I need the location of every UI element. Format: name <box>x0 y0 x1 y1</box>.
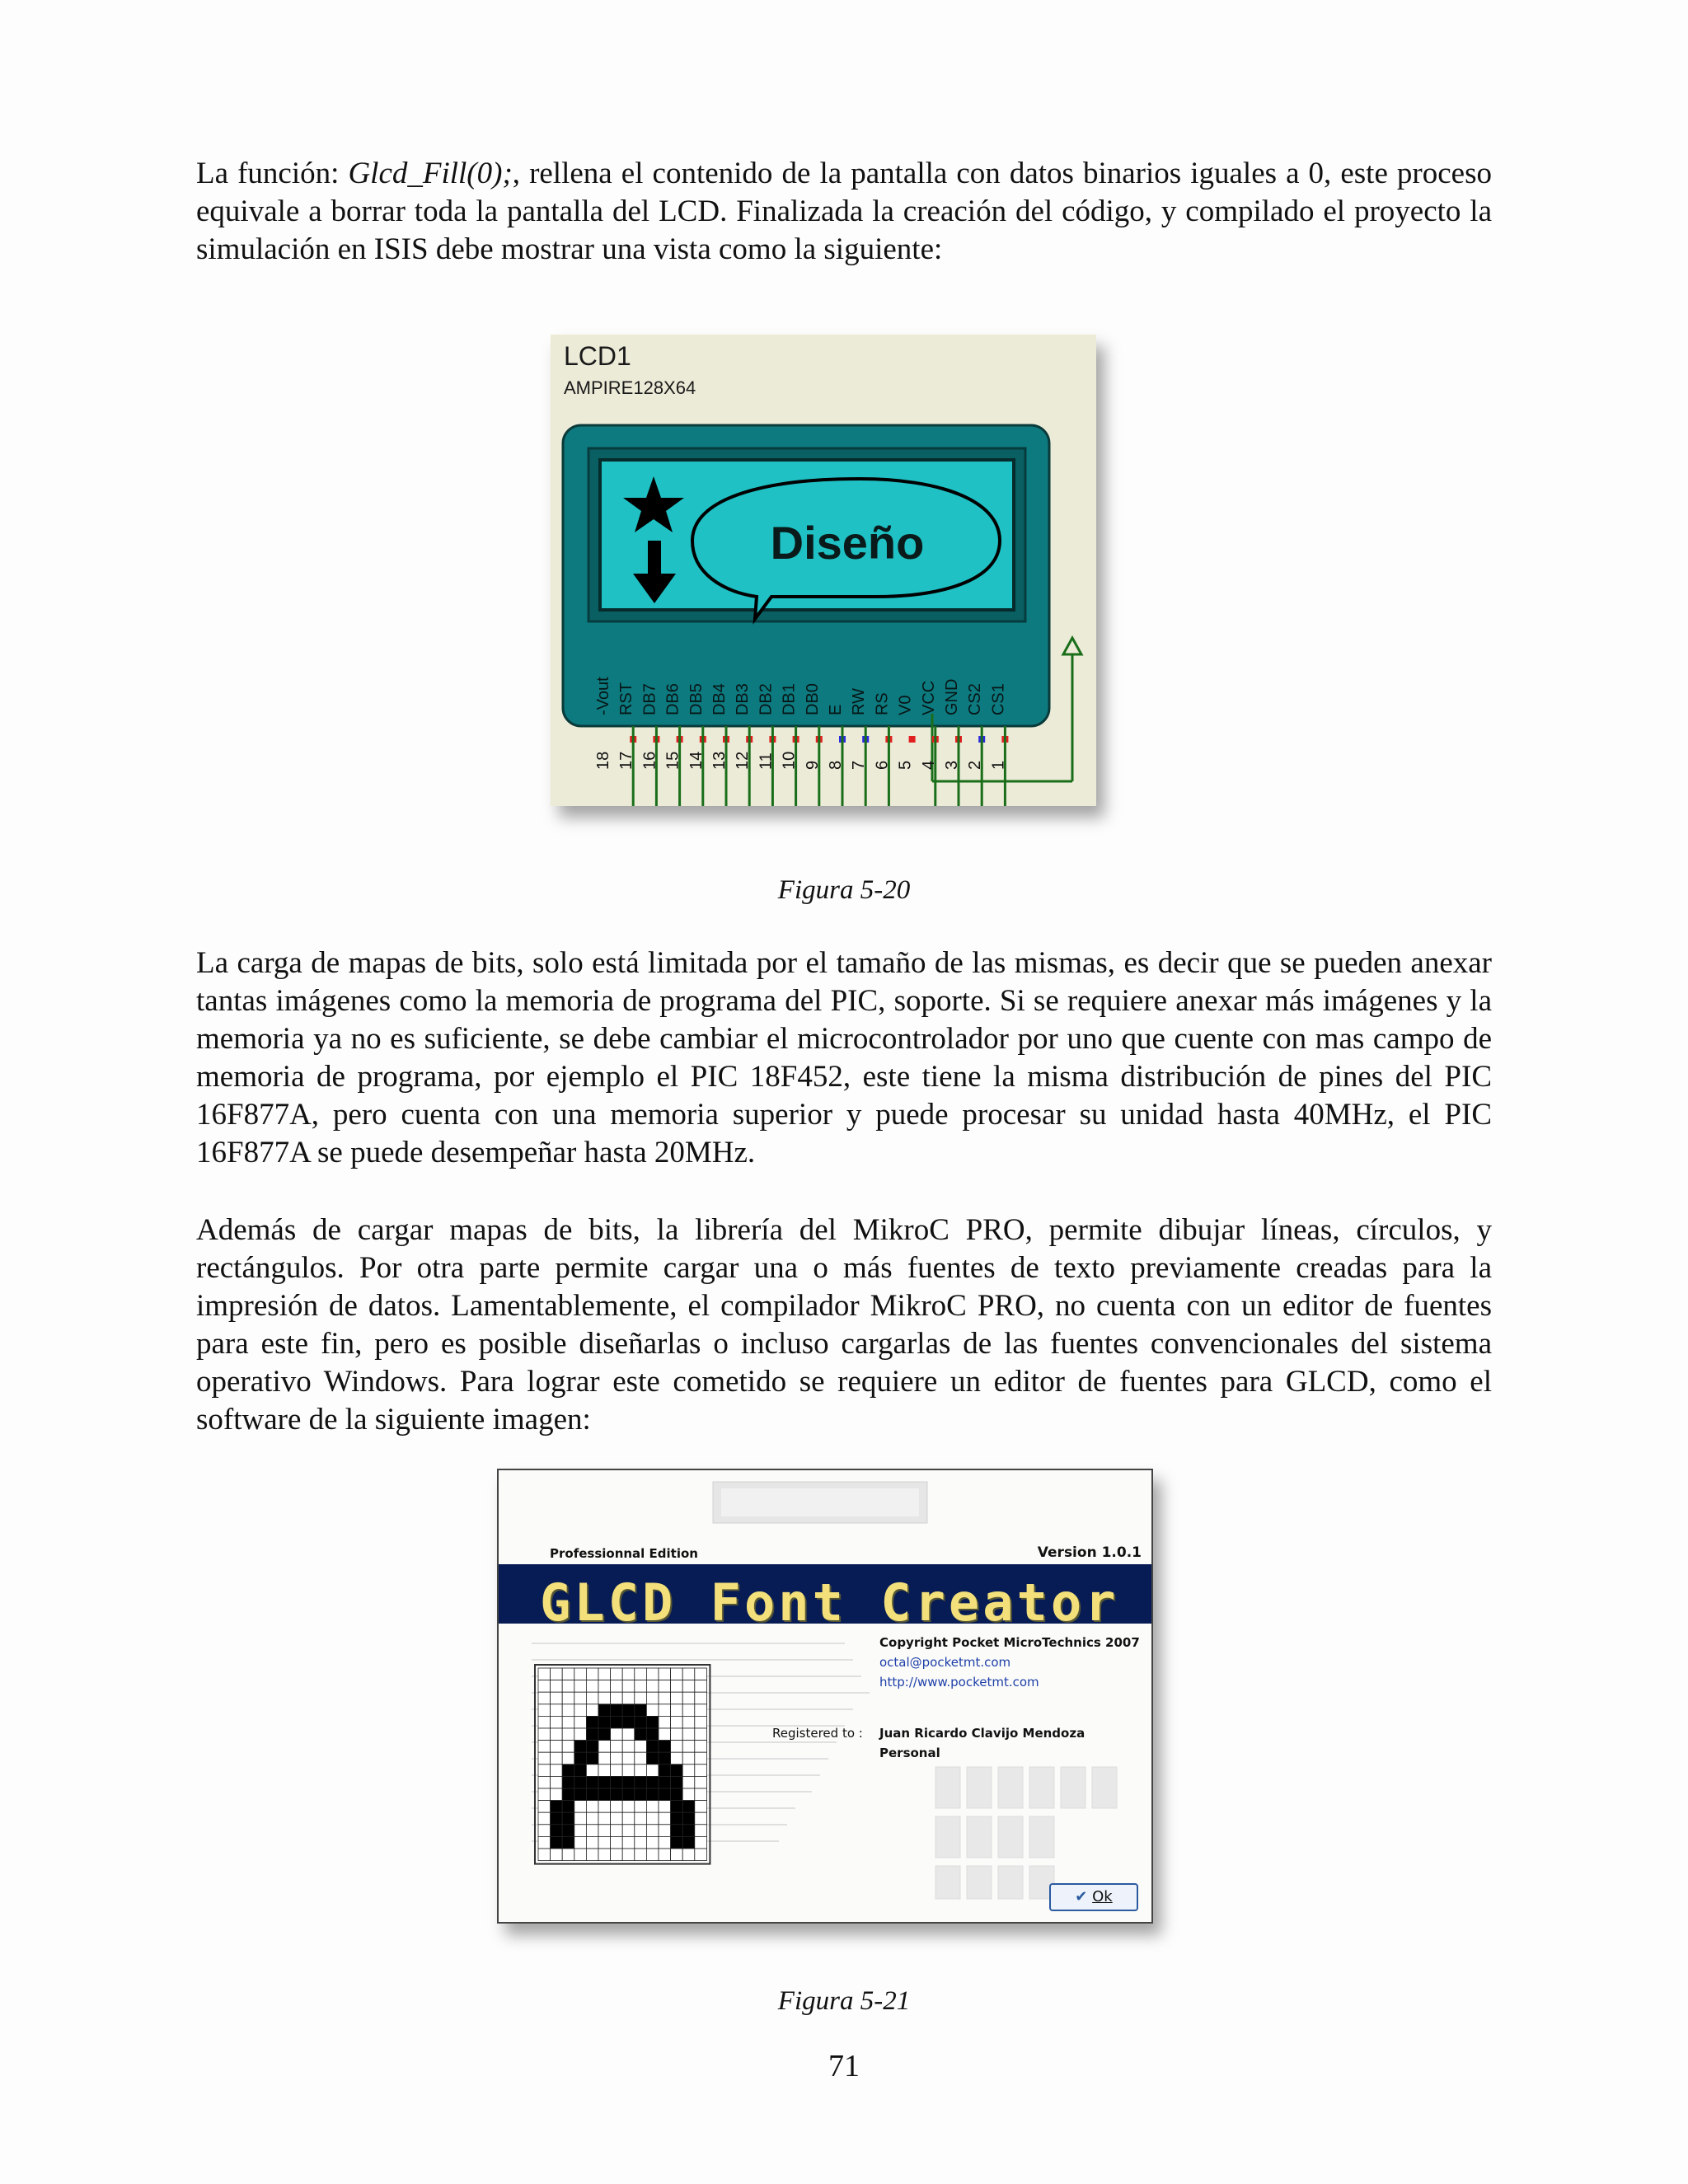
grid-pixel <box>695 1692 707 1704</box>
grid-pixel <box>635 1776 647 1788</box>
grid-pixel <box>695 1752 707 1765</box>
pin-label: RST <box>617 682 636 715</box>
grid-pixel <box>538 1765 551 1777</box>
grid-pixel <box>622 1728 635 1741</box>
grid-pixel <box>562 1728 574 1741</box>
paragraph-fonts: Además de cargar mapas de bits, la librería del MikroC PRO, permite dibujar líneas, círculos, y rectángulos. Por otra parte permite cargar una o más fuentes de texto previamente creadas para la impresión de datos. Lamentablemente, el compilador MikroC PRO, no cuenta con un editor de fuentes para este fin, pero es posible diseñarlas o incluso cargarlas de las fuentes convencionales del sistema operativo Windows. Para lograr este cometido se requiere un editor de fuentes para GLCD, como el software de la siguiente imagen: <box>196 1213 1492 1436</box>
grid-pixel <box>551 1825 563 1837</box>
grid-pixel <box>682 1752 695 1765</box>
grid-pixel <box>611 1704 623 1717</box>
grid-pixel <box>671 1668 683 1680</box>
pin-label: DB4 <box>710 683 729 715</box>
text-suffix: , rellena el contenido de la pantalla con datos binarios iguales a 0, este proceso equivale a borrar toda la pantalla del LCD. Finalizada la creación del código, y compilado el proyecto la simulación en ISIS debe mostrar una vista como la siguiente: <box>196 157 1493 266</box>
grid-pixel <box>671 1776 683 1788</box>
grid-pixel <box>682 1765 695 1777</box>
pin-number: 15 <box>663 751 682 770</box>
grid-pixel <box>659 1752 671 1765</box>
text-prefix: La función: <box>196 157 349 190</box>
pin-label: VCC <box>919 680 938 715</box>
grid-pixel <box>682 1716 695 1728</box>
grid-pixel <box>574 1741 587 1753</box>
pin-label: DB1 <box>780 683 799 715</box>
pin-label: CS2 <box>966 683 985 715</box>
grid-pixel <box>659 1765 671 1777</box>
grid-pixel <box>646 1765 659 1777</box>
grid-pixel <box>538 1668 551 1680</box>
grid-pixel <box>646 1741 659 1753</box>
grid-pixel <box>611 1825 623 1837</box>
grid-pixel <box>574 1812 587 1825</box>
grid-pixel <box>551 1776 563 1788</box>
grid-pixel <box>598 1741 611 1753</box>
grid-pixel <box>622 1765 635 1777</box>
grid-pixel <box>635 1704 647 1717</box>
lcd-model: AMPIRE128X64 <box>564 377 696 398</box>
grid-pixel <box>598 1728 611 1741</box>
grid-pixel <box>586 1801 598 1813</box>
grid-pixel <box>682 1849 695 1861</box>
pin-label: CS1 <box>989 683 1008 715</box>
grid-pixel <box>598 1680 611 1693</box>
grid-pixel <box>574 1765 587 1777</box>
grid-pixel <box>586 1752 598 1765</box>
grid-pixel <box>659 1812 671 1825</box>
grid-pixel <box>695 1836 707 1849</box>
grid-pixel <box>598 1836 611 1849</box>
paragraph-bitmaps: La carga de mapas de bits, solo está limitada por el tamaño de las mismas, es decir que se pueden anexar tantas imágenes como la memoria de programa del PIC, soporte. Si se requiere anexar más imágenes y la memoria ya no es suficiente, se debe cambiar el microcontrolador por uno que cuente con mas campo de memoria de programa, por ejemplo el PIC 18F452, este tiene la misma distribución de pines del PIC 16F877A, pero cuenta con una memoria superior y puede procesar su unidad hasta 40MHz, el PIC 16F877A se puede desempeñar hasta 20MHz. <box>196 946 1492 1169</box>
grid-pixel <box>622 1668 635 1680</box>
grid-pixel <box>538 1680 551 1693</box>
pin-number: 5 <box>896 760 915 770</box>
grid-pixel <box>551 1728 563 1741</box>
grid-pixel <box>695 1765 707 1777</box>
pin-label: RW <box>850 688 869 715</box>
grid-pixel <box>682 1680 695 1693</box>
grid-pixel <box>562 1849 574 1861</box>
grid-pixel <box>551 1765 563 1777</box>
grid-pixel <box>671 1716 683 1728</box>
grid-pixel <box>682 1692 695 1704</box>
grid-pixel <box>622 1704 635 1717</box>
grid-pixel <box>562 1825 574 1837</box>
grid-pixel <box>611 1692 623 1704</box>
grid-pixel <box>551 1716 563 1728</box>
pin-label: -Vout <box>594 677 612 715</box>
version-label: Version 1.0.1 <box>1037 1544 1142 1561</box>
grid-pixel <box>635 1825 647 1837</box>
ok-button[interactable] <box>1049 1883 1138 1911</box>
grid-pixel <box>574 1836 587 1849</box>
grid-pixel <box>551 1752 563 1765</box>
grid-pixel <box>695 1812 707 1825</box>
function-name: Glcd_Fill(0); <box>348 157 513 190</box>
grid-pixel <box>574 1728 587 1741</box>
grid-pixel <box>671 1836 683 1849</box>
grid-pixel <box>646 1704 659 1717</box>
pin-label: DB2 <box>757 683 776 715</box>
grid-pixel <box>551 1741 563 1753</box>
grid-pixel <box>682 1704 695 1717</box>
grid-pixel <box>671 1741 683 1753</box>
page-number: 71 <box>828 2049 860 2083</box>
grid-pixel <box>562 1692 574 1704</box>
grid-pixel <box>611 1788 623 1801</box>
grid-pixel <box>682 1776 695 1788</box>
grid-pixel <box>598 1801 611 1813</box>
grid-pixel <box>682 1825 695 1837</box>
grid-pixel <box>695 1801 707 1813</box>
grid-pixel <box>622 1836 635 1849</box>
grid-pixel <box>671 1801 683 1813</box>
grid-pixel <box>622 1716 635 1728</box>
grid-pixel <box>574 1716 587 1728</box>
grid-pixel <box>574 1680 587 1693</box>
app-title: GLCD Font Creator <box>540 1572 1119 1633</box>
grid-pixel <box>551 1788 563 1801</box>
grid-pixel <box>562 1741 574 1753</box>
grid-pixel <box>551 1668 563 1680</box>
pin-number: 2 <box>966 760 985 770</box>
grid-pixel <box>671 1825 683 1837</box>
grid-pixel <box>574 1825 587 1837</box>
registered-name: Juan Ricardo Clavijo Mendoza <box>879 1726 1085 1741</box>
grid-pixel <box>622 1741 635 1753</box>
grid-pixel <box>574 1692 587 1704</box>
grid-pixel <box>538 1849 551 1861</box>
grid-pixel <box>538 1776 551 1788</box>
pin-number: 18 <box>594 751 612 770</box>
grid-pixel <box>646 1668 659 1680</box>
grid-pixel <box>611 1680 623 1693</box>
pin-number: 16 <box>640 751 659 770</box>
grid-pixel <box>598 1716 611 1728</box>
grid-pixel <box>598 1752 611 1765</box>
grid-pixel <box>659 1801 671 1813</box>
grid-pixel <box>671 1765 683 1777</box>
grid-pixel <box>671 1812 683 1825</box>
grid-pixel <box>671 1704 683 1717</box>
grid-pixel <box>682 1812 695 1825</box>
grid-pixel <box>635 1788 647 1801</box>
grid-pixel <box>586 1812 598 1825</box>
grid-pixel <box>659 1668 671 1680</box>
grid-pixel <box>695 1849 707 1861</box>
grid-pixel <box>551 1836 563 1849</box>
pin-label: V0 <box>896 695 915 715</box>
grid-pixel <box>671 1680 683 1693</box>
grid-pixel <box>622 1801 635 1813</box>
grid-pixel <box>611 1728 623 1741</box>
grid-pixel <box>562 1765 574 1777</box>
grid-pixel <box>538 1788 551 1801</box>
pin-number: 12 <box>734 751 753 770</box>
pin-number: 1 <box>989 760 1008 770</box>
pin-label: DB6 <box>663 683 682 715</box>
grid-pixel <box>695 1728 707 1741</box>
grid-pixel <box>611 1776 623 1788</box>
grid-pixel <box>622 1849 635 1861</box>
pin-label: DB5 <box>687 683 706 715</box>
grid-pixel <box>635 1680 647 1693</box>
letter-a-grid <box>535 1665 710 1864</box>
grid-pixel <box>611 1741 623 1753</box>
grid-pixel <box>586 1849 598 1861</box>
grid-pixel <box>586 1788 598 1801</box>
grid-pixel <box>598 1692 611 1704</box>
ok-button-label: Ok <box>1092 1888 1113 1905</box>
grid-pixel <box>659 1825 671 1837</box>
grid-pixel <box>659 1716 671 1728</box>
figure-lcd-simulation <box>551 335 1096 806</box>
grid-pixel <box>622 1752 635 1765</box>
grid-pixel <box>635 1668 647 1680</box>
grid-pixel <box>646 1716 659 1728</box>
grid-pixel <box>659 1788 671 1801</box>
grid-pixel <box>622 1692 635 1704</box>
grid-pixel <box>646 1849 659 1861</box>
grid-pixel <box>551 1680 563 1693</box>
grid-pixel <box>586 1704 598 1717</box>
grid-pixel <box>586 1668 598 1680</box>
grid-pixel <box>622 1825 635 1837</box>
registered-label: Registered to : <box>772 1726 863 1741</box>
grid-pixel <box>562 1801 574 1813</box>
pin-number: 14 <box>687 751 706 770</box>
check-icon: ✔ <box>1075 1888 1088 1905</box>
grid-pixel <box>695 1716 707 1728</box>
grid-pixel <box>574 1668 587 1680</box>
pin-number: 9 <box>803 760 822 770</box>
grid-pixel <box>622 1776 635 1788</box>
grid-pixel <box>562 1668 574 1680</box>
grid-pixel <box>586 1716 598 1728</box>
grid-pixel <box>635 1801 647 1813</box>
grid-pixel <box>586 1776 598 1788</box>
screen-text: Diseño <box>770 517 925 569</box>
registered-type: Personal <box>879 1746 940 1760</box>
pin-number: 10 <box>780 751 799 770</box>
grid-pixel <box>551 1849 563 1861</box>
grid-pixel <box>538 1728 551 1741</box>
grid-pixel <box>695 1704 707 1717</box>
edition-label: Professionnal Edition <box>550 1546 698 1561</box>
grid-pixel <box>586 1741 598 1753</box>
paragraph-intro <box>196 155 1492 269</box>
grid-pixel <box>622 1680 635 1693</box>
pin-marker <box>909 736 916 743</box>
grid-pixel <box>695 1788 707 1801</box>
grid-pixel <box>682 1728 695 1741</box>
grid-pixel <box>598 1812 611 1825</box>
grid-pixel <box>586 1825 598 1837</box>
grid-pixel <box>695 1668 707 1680</box>
grid-pixel <box>574 1704 587 1717</box>
splash-background <box>499 1470 1151 1922</box>
grid-pixel <box>598 1825 611 1837</box>
grid-pixel <box>646 1836 659 1849</box>
grid-pixel <box>659 1704 671 1717</box>
grid-pixel <box>611 1849 623 1861</box>
grid-pixel <box>635 1716 647 1728</box>
grid-pixel <box>659 1692 671 1704</box>
grid-pixel <box>574 1801 587 1813</box>
grid-pixel <box>659 1728 671 1741</box>
grid-pixel <box>538 1836 551 1849</box>
grid-pixel <box>538 1741 551 1753</box>
grid-pixel <box>646 1788 659 1801</box>
grid-pixel <box>611 1812 623 1825</box>
pin-label: DB3 <box>734 683 753 715</box>
grid-pixel <box>635 1836 647 1849</box>
grid-pixel <box>574 1788 587 1801</box>
grid-pixel <box>635 1765 647 1777</box>
website-link[interactable]: http://www.pocketmt.com <box>879 1675 1039 1690</box>
pin-number: 7 <box>850 760 869 770</box>
grid-pixel <box>659 1776 671 1788</box>
grid-pixel <box>562 1752 574 1765</box>
grid-pixel <box>671 1788 683 1801</box>
pin-label: RS <box>873 692 892 715</box>
grid-pixel <box>538 1704 551 1717</box>
grid-pixel <box>586 1765 598 1777</box>
pin-number: 13 <box>710 751 729 770</box>
grid-pixel <box>646 1776 659 1788</box>
pin-label: GND <box>943 678 961 715</box>
pin-number: 8 <box>827 760 845 770</box>
caption-figure-5-20: Figura 5-20 <box>777 875 911 905</box>
grid-pixel <box>671 1692 683 1704</box>
grid-pixel <box>646 1752 659 1765</box>
grid-pixel <box>646 1728 659 1741</box>
grid-pixel <box>598 1776 611 1788</box>
grid-pixel <box>586 1680 598 1693</box>
grid-pixel <box>538 1801 551 1813</box>
pin-number: 4 <box>919 760 938 770</box>
grid-pixel <box>695 1825 707 1837</box>
grid-pixel <box>622 1812 635 1825</box>
grid-pixel <box>551 1812 563 1825</box>
lcd-schematic <box>551 335 1096 806</box>
pin-label: E <box>827 704 845 715</box>
grid-pixel <box>635 1741 647 1753</box>
grid-pixel <box>682 1788 695 1801</box>
grid-pixel <box>562 1704 574 1717</box>
grid-pixel <box>659 1741 671 1753</box>
grid-pixel <box>622 1788 635 1801</box>
grid-pixel <box>562 1836 574 1849</box>
grid-pixel <box>695 1741 707 1753</box>
grid-pixel <box>635 1728 647 1741</box>
grid-pixel <box>671 1849 683 1861</box>
caption-figure-5-21: Figura 5-21 <box>777 1986 911 2016</box>
grid-pixel <box>659 1680 671 1693</box>
grid-pixel <box>538 1752 551 1765</box>
grid-pixel <box>586 1728 598 1741</box>
grid-pixel <box>574 1776 587 1788</box>
grid-pixel <box>598 1668 611 1680</box>
grid-pixel <box>695 1680 707 1693</box>
grid-pixel <box>659 1849 671 1861</box>
grid-pixel <box>682 1741 695 1753</box>
grid-pixel <box>551 1692 563 1704</box>
grid-pixel <box>598 1704 611 1717</box>
grid-pixel <box>551 1801 563 1813</box>
vout-arrow-icon <box>1063 638 1081 654</box>
grid-pixel <box>611 1716 623 1728</box>
email-link[interactable]: octal@pocketmt.com <box>879 1655 1011 1670</box>
grid-pixel <box>574 1849 587 1861</box>
grid-pixel <box>682 1668 695 1680</box>
pin-number: 11 <box>757 752 776 770</box>
grid-pixel <box>538 1692 551 1704</box>
grid-pixel <box>538 1812 551 1825</box>
pin-number: 6 <box>873 760 892 770</box>
pin-number: 17 <box>617 751 636 770</box>
grid-pixel <box>635 1812 647 1825</box>
pin-number: 3 <box>943 760 961 770</box>
grid-pixel <box>562 1788 574 1801</box>
grid-pixel <box>671 1728 683 1741</box>
pin-label: DB7 <box>640 683 659 715</box>
grid-pixel <box>574 1752 587 1765</box>
grid-pixel <box>682 1836 695 1849</box>
grid-pixel <box>598 1765 611 1777</box>
grid-pixel <box>646 1825 659 1837</box>
grid-pixel <box>682 1801 695 1813</box>
grid-pixel <box>646 1801 659 1813</box>
pin-label: DB0 <box>803 683 822 715</box>
grid-pixel <box>611 1836 623 1849</box>
grid-pixel <box>635 1752 647 1765</box>
grid-pixel <box>586 1692 598 1704</box>
grid-pixel <box>635 1692 647 1704</box>
grid-pixel <box>551 1704 563 1717</box>
grid-pixel <box>598 1849 611 1861</box>
grid-pixel <box>611 1668 623 1680</box>
grid-pixel <box>635 1849 647 1861</box>
grid-pixel <box>562 1776 574 1788</box>
grid-pixel <box>646 1812 659 1825</box>
grid-pixel <box>538 1716 551 1728</box>
grid-pixel <box>598 1788 611 1801</box>
copyright-text: Copyright Pocket MicroTechnics 2007 <box>879 1635 1140 1650</box>
grid-pixel <box>562 1812 574 1825</box>
grid-pixel <box>671 1752 683 1765</box>
lcd-title: LCD1 <box>564 341 631 371</box>
grid-pixel <box>611 1765 623 1777</box>
figure-glcd-font-creator <box>497 1469 1153 1924</box>
grid-pixel <box>659 1836 671 1849</box>
grid-pixel <box>586 1836 598 1849</box>
grid-pixel <box>562 1716 574 1728</box>
grid-pixel <box>611 1752 623 1765</box>
grid-pixel <box>646 1692 659 1704</box>
grid-pixel <box>562 1680 574 1693</box>
grid-pixel <box>695 1776 707 1788</box>
grid-pixel <box>538 1825 551 1837</box>
grid-pixel <box>611 1801 623 1813</box>
grid-pixel <box>646 1680 659 1693</box>
